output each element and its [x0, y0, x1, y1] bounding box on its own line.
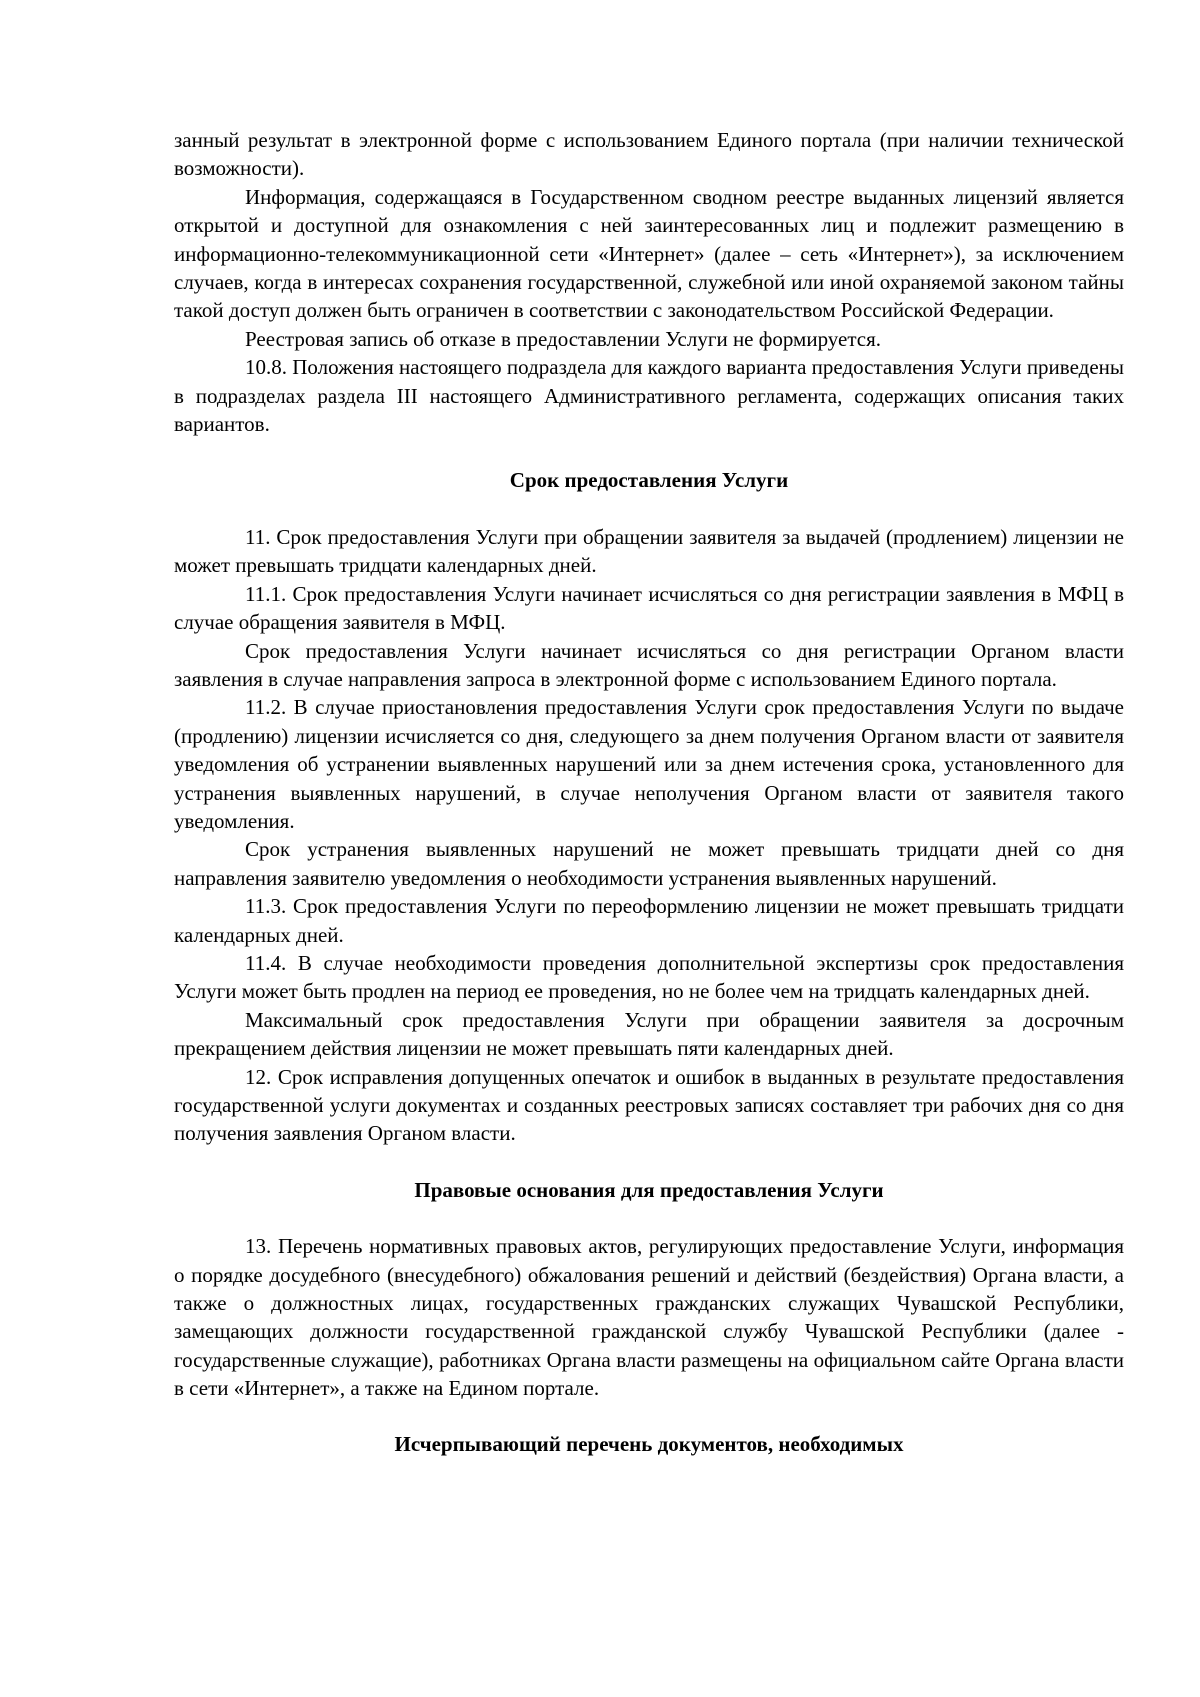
- heading-legal-basis: Правовые основания для предоставления Услуги: [414, 1177, 884, 1202]
- heading-documents-list: Исчерпывающий перечень документов, необходимых: [394, 1431, 904, 1456]
- paragraph-11: 11. Срок предоставления Услуги при обращении заявителя за выдачей (продлением) лицензии не может превышать тридцати календарных дней.: [174, 524, 1124, 578]
- paragraph-11-2: 11.2. В случае приостановления предоставления Услуги срок предоставления Услуги по выдаче (продлению) лицензии исчисляется со дня, следующего за днем получения Органом власти от заявителя уведомления об устранении выявленных нарушений или за днем истечения срока, установленного для устранения выявленных нарушений, в случае неполучения Органом власти от заявителя такого уведомления.: [174, 695, 1124, 833]
- paragraph-13: 13. Перечень нормативных правовых актов, регулирующих предоставление Услуги, информация о порядке досудебного (внесудебного) обжалования решений и действий (бездействия) Органа власти, а также о должностных лицах, государственных гражданских служащих Чувашской Республики, замещающих должности государственной гражданской службу Чувашской Республики (далее - государственные служащие), работниках Органа власти размещены на официальном сайте Органа власти в сети «Интернет», а также на Едином портале.: [174, 1234, 1124, 1401]
- paragraph-intro-continuation: занный результат в электронной форме с использованием Единого портала (при наличии технической возможности).: [174, 128, 1124, 181]
- paragraph-11-4-early-termination: Максимальный срок предоставления Услуги при обращении заявителя за досрочным прекращением действия лицензии не может превышать пяти календарных дней.: [174, 1007, 1124, 1061]
- paragraph-11-3: 11.3. Срок предоставления Услуги по переоформлению лицензии не может превышать тридцати календарных дней.: [174, 894, 1124, 947]
- heading-service-term: Срок предоставления Услуги: [509, 468, 789, 493]
- paragraph-11-1: 11.1. Срок предоставления Услуги начинает исчисляться со дня регистрации заявления в МФЦ в случае обращения заявителя в МФЦ.: [174, 581, 1124, 635]
- paragraph-11-1-electronic: Срок предоставления Услуги начинает исчисляться со дня регистрации Органом власти заявления в случае направления запроса в электронной форме с использованием Единого портала.: [174, 638, 1124, 691]
- paragraph-12: 12. Срок исправления допущенных опечаток и ошибок в выданных в результате предоставления государственной услуги документах и созданных реестровых записях составляет три рабочих дня со дня получения заявления Органом власти.: [174, 1064, 1124, 1146]
- paragraph-11-2-violations: Срок устранения выявленных нарушений не может превышать тридцати дней со дня направления заявителю уведомления о необходимости устранения выявленных нарушений.: [174, 837, 1124, 890]
- paragraph-registry-info: Информация, содержащаяся в Государственном сводном реестре выданных лицензий является открытой и доступной для ознакомления с ней заинтересованных лиц и подлежит размещению в информационно-телекоммуникационной сети «Интернет» (далее – сеть «Интернет»), за исключением случаев, когда в интересах сохранения государственной, служебной или иной охраняемой законом тайны такой доступ должен быть ограничен в соответствии с законодательством Российской Федерации.: [174, 184, 1124, 323]
- paragraph-11-4: 11.4. В случае необходимости проведения дополнительной экспертизы срок предоставления Услуги может быть продлен на период ее проведения, но не более чем на тридцать календарных дней.: [174, 950, 1124, 1004]
- page-content: [174, 126, 1124, 1458]
- paragraph-refusal-record: Реестровая запись об отказе в предоставлении Услуги не формируется.: [245, 326, 881, 351]
- paragraph-10-8: 10.8. Положения настоящего подраздела для каждого варианта предоставления Услуги приведены в подразделах раздела III настоящего Административного регламента, содержащих описания таких вариантов.: [174, 355, 1124, 437]
